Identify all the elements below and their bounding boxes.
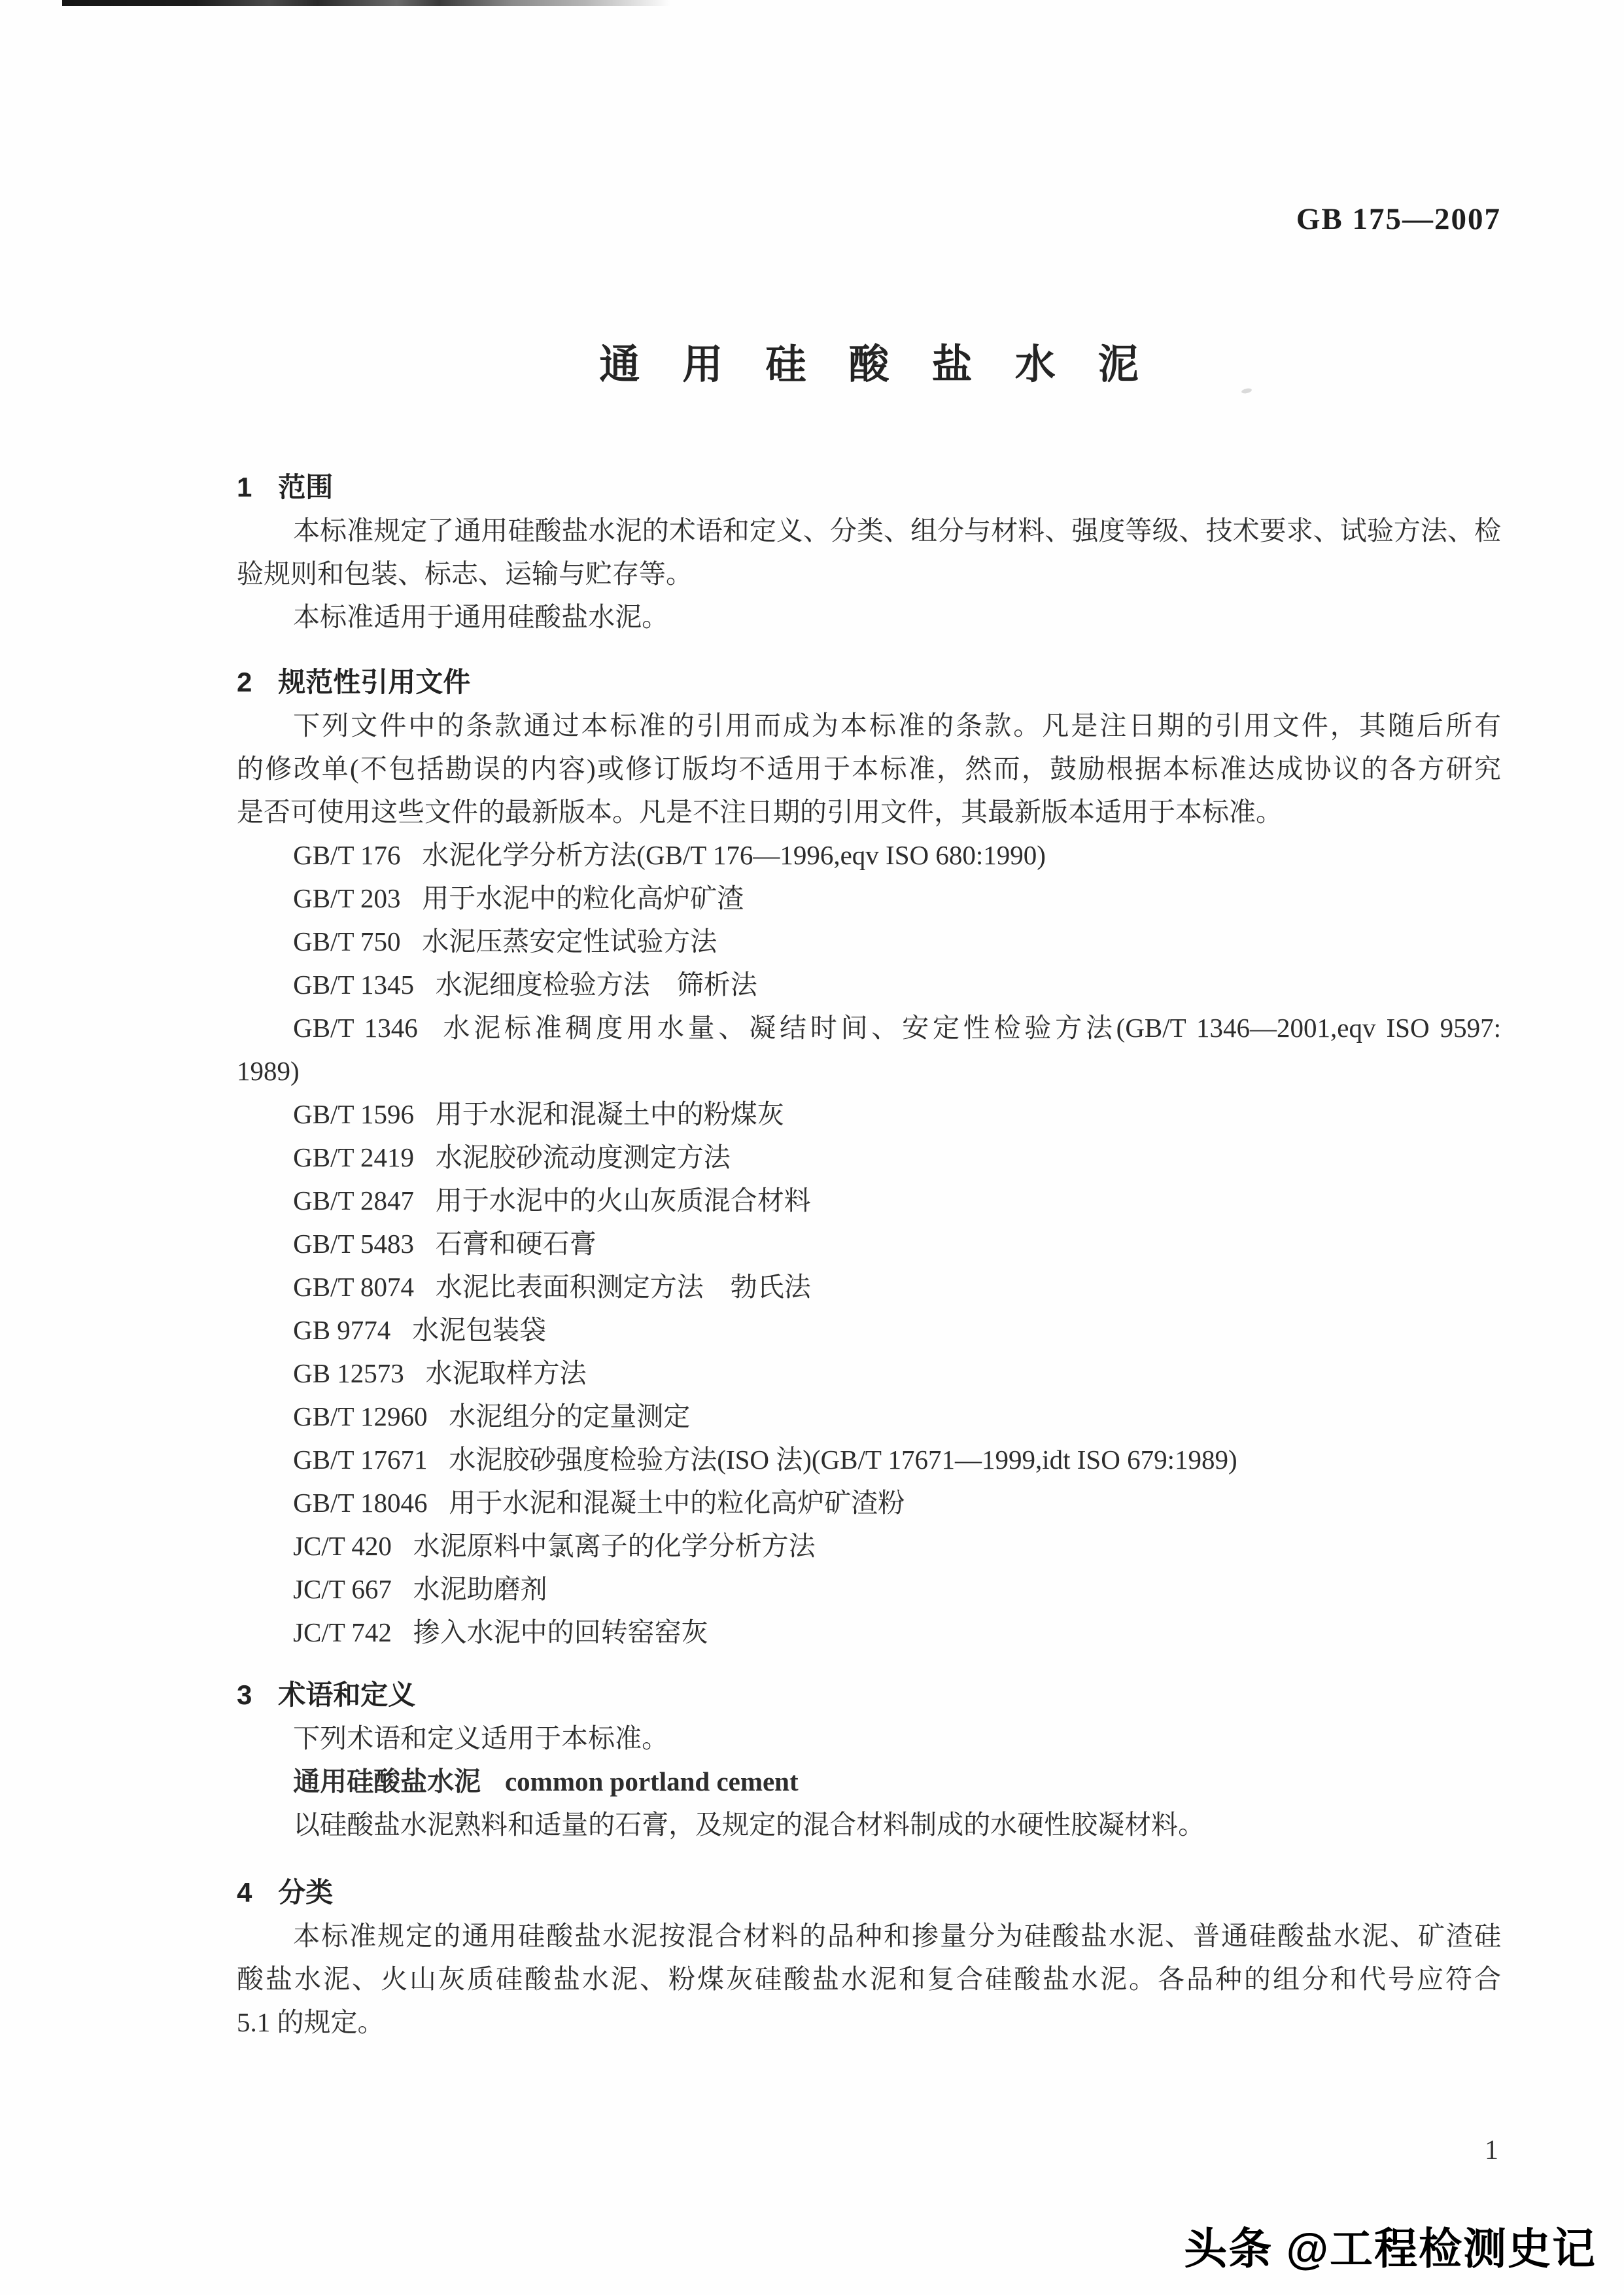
reference-title: 水泥胶砂强度检验方法(ISO 法)(GB/T 17671—1999,idt ISO 679:1989) [449,1445,1237,1475]
reference-title: 水泥比表面积测定方法 勃氏法 [435,1272,811,1302]
section-2-line: 是否可使用这些文件的最新版本。凡是不注日期的引用文件，其最新版本适用于本标准。 [237,797,1283,827]
section-4-line: 本标准规定的通用硅酸盐水泥按混合材料的品种和掺量分为硅酸盐水泥、普通硅酸盐水泥、矿渣硅 [293,1921,1501,1951]
reference-item [237,1568,1501,1611]
reference-title: 水泥组分的定量测定 [449,1401,691,1431]
document-title: 通用硅酸盐水泥 [599,342,1181,387]
reference-code: GB/T 8074 [293,1272,414,1302]
section-2-heading [237,661,1501,704]
reference-title: 用于水泥和混凝土中的粒化高炉矿渣粉 [449,1488,905,1518]
reference-item [237,1308,1501,1352]
reference-title: 石膏和硬石膏 [435,1229,596,1259]
reference-code: GB/T 5483 [293,1229,414,1259]
section-1-label: 范围 [278,472,334,502]
reference-code: GB/T 2847 [293,1185,414,1216]
section-2-line: 下列文件中的条款通过本标准的引用而成为本标准的条款。凡是注日期的引用文件，其随后所有 [293,710,1501,741]
page-content [237,0,1501,2044]
reference-code: GB/T 750 [293,926,401,956]
reference-item [237,1524,1501,1568]
reference-code: GB/T 12960 [293,1401,428,1431]
reference-title: 水泥胶砂流动度测定方法 [435,1142,731,1172]
section-2-label: 规范性引用文件 [278,667,471,697]
reference-item [237,1136,1501,1179]
reference-item [237,920,1501,963]
reference-code: GB/T 2419 [293,1142,414,1172]
reference-title: 用于水泥中的粒化高炉矿渣 [422,883,744,913]
section-4-label: 分类 [278,1877,334,1908]
reference-item [237,1395,1501,1438]
term-definition-body: 以硅酸盐水泥熟料和适量的石膏，及规定的混合材料制成的水硬性胶凝材料。 [293,1810,1205,1840]
reference-item [237,833,1501,877]
section-1-number: 1 [237,472,252,502]
reference-item [237,1352,1501,1395]
reference-code: GB/T 203 [293,883,401,913]
term-chinese: 通用硅酸盐水泥 [293,1766,481,1796]
section-2-line: 的修改单(不包括勘误的内容)或修订版均不适用于本标准，然而，鼓励根据本标准达成协议的各方研究 [237,754,1501,784]
reference-code: JC/T 742 [293,1617,392,1647]
reference-code: JC/T 420 [293,1531,392,1561]
reference-item [237,1222,1501,1265]
reference-title: 用于水泥和混凝土中的粉煤灰 [435,1099,784,1129]
standard-number: GB 175—2007 [1296,202,1501,236]
reference-title: 掺入水泥中的回转窑窑灰 [413,1617,708,1647]
reference-code: GB/T 1596 [293,1099,414,1129]
reference-title: 水泥取样方法 [425,1358,587,1388]
reference-item [237,963,1501,1006]
reference-code: GB/T 17671 [293,1445,428,1475]
term-definition-heading [237,1760,1501,1803]
section-4-number: 4 [237,1877,252,1908]
reference-item [237,1006,1501,1049]
reference-title: 水泥助磨剂 [413,1574,547,1604]
section-1-line: 本标准规定了通用硅酸盐水泥的术语和定义、分类、组分与材料、强度等级、技术要求、试验方法、检 [293,516,1501,546]
reference-code: JC/T 667 [293,1574,392,1604]
section-3-label: 术语和定义 [278,1679,416,1710]
reference-title: 水泥原料中氯离子的化学分析方法 [413,1531,816,1561]
reference-title: 水泥包装袋 [412,1315,547,1345]
section-4-line: 5.1 的规定。 [237,2007,385,2037]
section-4-line: 酸盐水泥、火山灰质硅酸盐水泥、粉煤灰硅酸盐水泥和复合硅酸盐水泥。各品种的组分和代号应符合 [237,1964,1501,1994]
reference-title: 水泥压蒸安定性试验方法 [422,926,717,956]
term-english: common portland cement [504,1766,799,1796]
reference-item [237,1438,1501,1481]
reference-item [237,1179,1501,1222]
section-3-intro: 下列术语和定义适用于本标准。 [293,1723,669,1753]
reference-item [237,1093,1501,1136]
reference-item [237,877,1501,920]
reference-code: GB 12573 [293,1358,404,1388]
section-1-line: 验规则和包装、标志、运输与贮存等。 [237,559,693,589]
reference-code: GB/T 176 [293,840,401,870]
watermark: 头条 @工程检测史记 [1184,2224,1597,2273]
reference-title: 水泥标准稠度用水量、凝结时间、安定性检验方法(GB/T 1346—2001,eqv ISO 9597: [439,1013,1501,1043]
section-1-line: 本标准适用于通用硅酸盐水泥。 [293,602,669,632]
reference-continuation: 1989) [237,1056,300,1086]
reference-title: 水泥细度检验方法 筛析法 [435,970,757,1000]
section-4-heading [237,1871,1501,1914]
reference-title: 水泥化学分析方法(GB/T 176—1996,eqv ISO 680:1990) [422,840,1046,870]
reference-code: GB/T 18046 [293,1488,428,1518]
reference-item [237,1265,1501,1308]
reference-code: GB/T 1346 [293,1013,418,1043]
section-3-heading [237,1673,1501,1717]
section-3-number: 3 [237,1679,252,1710]
page-number: 1 [1485,2135,1498,2165]
reference-title: 用于水泥中的火山灰质混合材料 [435,1185,811,1216]
reference-item [237,1481,1501,1524]
reference-code: GB/T 1345 [293,970,414,1000]
section-2-number: 2 [237,667,252,697]
reference-code: GB 9774 [293,1315,391,1345]
section-1-heading [237,466,1501,509]
reference-item [237,1611,1501,1654]
